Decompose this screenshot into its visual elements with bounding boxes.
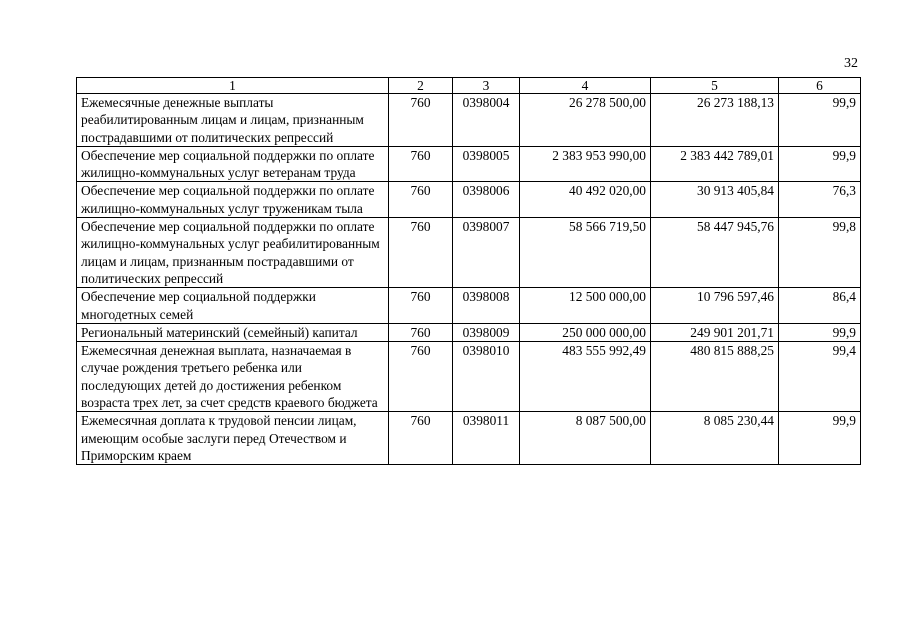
row-planned: 2 383 953 990,00 (520, 146, 651, 182)
row-planned: 12 500 000,00 (520, 288, 651, 324)
row-name: Ежемесячная денежная выплата, назначаемая в случае рождения третьего ребенка или последующих детей до достижения ребенком возраста трех лет, за счет средств краевого бюджета (77, 342, 389, 412)
table-row (77, 218, 861, 288)
row-percent: 99,9 (779, 412, 861, 465)
row-name: Обеспечение мер социальной поддержки по оплате жилищно-коммунальных услуг труженикам тыла (77, 182, 389, 218)
row-name: Ежемесячные денежные выплаты реабилитированным лицам и лицам, признанным пострадавшими от политических репрессий (77, 94, 389, 147)
table-row (77, 323, 861, 341)
row-department: 760 (389, 94, 453, 147)
row-actual: 10 796 597,46 (651, 288, 779, 324)
row-code: 0398009 (453, 323, 520, 341)
row-planned: 26 278 500,00 (520, 94, 651, 147)
table-row (77, 182, 861, 218)
row-name: Обеспечение мер социальной поддержки по оплате жилищно-коммунальных услуг ветеранам труда (77, 146, 389, 182)
table-row (77, 342, 861, 412)
row-code: 0398005 (453, 146, 520, 182)
row-planned: 40 492 020,00 (520, 182, 651, 218)
row-name: Обеспечение мер социальной поддержки многодетных семей (77, 288, 389, 324)
row-percent: 99,8 (779, 218, 861, 288)
column-header: 3 (453, 78, 520, 94)
row-percent: 99,9 (779, 146, 861, 182)
row-percent: 99,9 (779, 323, 861, 341)
row-percent: 76,3 (779, 182, 861, 218)
row-planned: 250 000 000,00 (520, 323, 651, 341)
row-code: 0398004 (453, 94, 520, 147)
row-name: Обеспечение мер социальной поддержки по оплате жилищно-коммунальных услуг реабилитированным лицам и лицам, признанным пострадавшими от политических репрессий (77, 218, 389, 288)
row-code: 0398008 (453, 288, 520, 324)
column-header: 2 (389, 78, 453, 94)
row-department: 760 (389, 218, 453, 288)
row-actual: 8 085 230,44 (651, 412, 779, 465)
table-row (77, 412, 861, 465)
row-code: 0398006 (453, 182, 520, 218)
row-department: 760 (389, 323, 453, 341)
page-number: 32 (844, 56, 858, 71)
row-code: 0398010 (453, 342, 520, 412)
column-header: 5 (651, 78, 779, 94)
row-actual: 480 815 888,25 (651, 342, 779, 412)
row-percent: 99,9 (779, 94, 861, 147)
row-actual: 2 383 442 789,01 (651, 146, 779, 182)
row-percent: 86,4 (779, 288, 861, 324)
row-department: 760 (389, 182, 453, 218)
column-header: 4 (520, 78, 651, 94)
table-row (77, 146, 861, 182)
row-department: 760 (389, 146, 453, 182)
row-department: 760 (389, 288, 453, 324)
row-department: 760 (389, 412, 453, 465)
row-code: 0398011 (453, 412, 520, 465)
row-department: 760 (389, 342, 453, 412)
budget-table (76, 77, 861, 465)
row-actual: 58 447 945,76 (651, 218, 779, 288)
table-row (77, 94, 861, 147)
row-planned: 483 555 992,49 (520, 342, 651, 412)
column-header: 1 (77, 78, 389, 94)
row-actual: 30 913 405,84 (651, 182, 779, 218)
row-code: 0398007 (453, 218, 520, 288)
row-actual: 249 901 201,71 (651, 323, 779, 341)
column-header: 6 (779, 78, 861, 94)
row-planned: 58 566 719,50 (520, 218, 651, 288)
row-actual: 26 273 188,13 (651, 94, 779, 147)
row-percent: 99,4 (779, 342, 861, 412)
header-row (77, 78, 861, 94)
row-planned: 8 087 500,00 (520, 412, 651, 465)
row-name: Региональный материнский (семейный) капитал (77, 323, 389, 341)
table-row (77, 288, 861, 324)
row-name: Ежемесячная доплата к трудовой пенсии лицам, имеющим особые заслуги перед Отечеством и Приморским краем (77, 412, 389, 465)
